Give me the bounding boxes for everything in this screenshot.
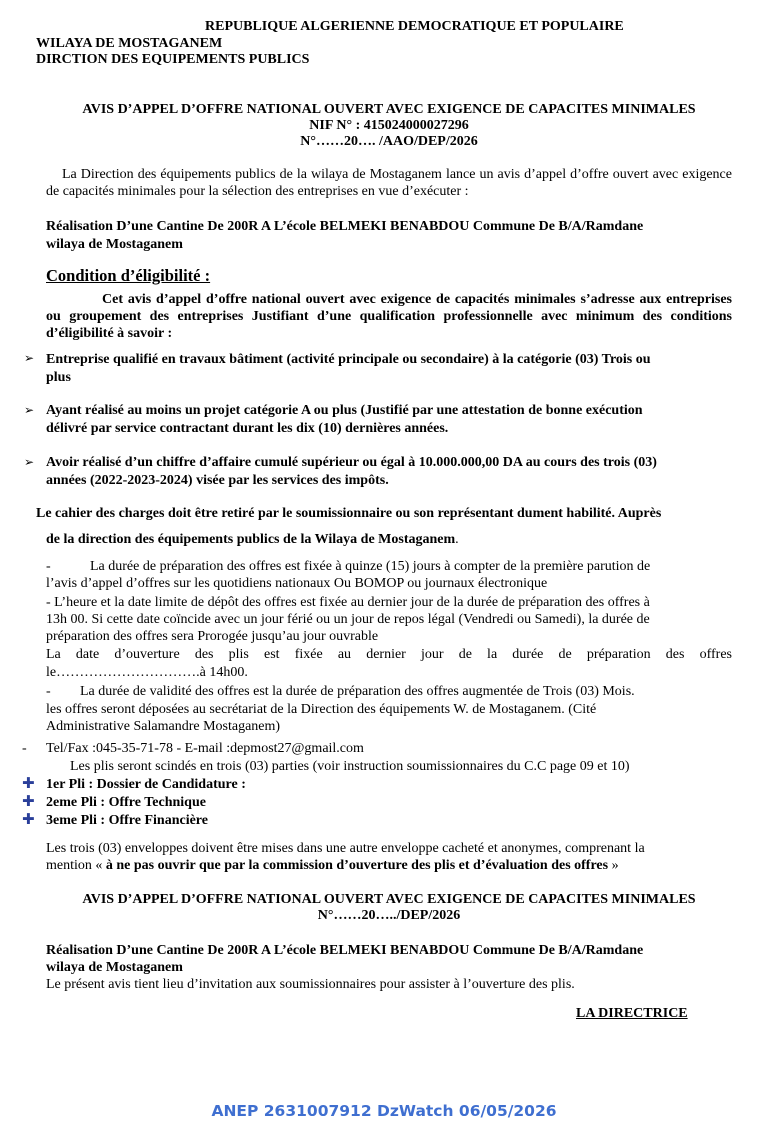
eligibility-heading: Condition d’éligibilité : <box>46 266 211 285</box>
arrow-right-icon: ➢ <box>24 351 35 365</box>
eligibility-item-2-line-1: Ayant réalisé au moins un projet catégorie A ou plus (Justifié par une attestation de bonne exécution <box>46 403 643 418</box>
intro-paragraph: La Direction des équipements publics de la wilaya de Mostaganem lance un avis d’appel d’offre ouvert avec exigence de capacités minimales pour la sélection des entreprises en vue d’exécuter : <box>46 167 732 199</box>
enveloppe-mention-end: » <box>608 858 619 873</box>
depot-line-1: - L’heure et la date limite de dépôt des offres est fixée au dernier jour de la durée de préparation des offres à <box>46 595 650 610</box>
second-notice-title: AVIS D’APPEL D’OFFRE NATIONAL OUVERT AVEC EXIGENCE DE CAPACITES MINIMALES <box>82 892 696 907</box>
eligibility-item-3-line-2: années (2022-2023-2024) visée par les services des impôts. <box>46 473 389 488</box>
cross-plus-icon: ✚ <box>22 774 35 792</box>
eligibility-item-2-line-2: délivré par service contractant durant les dix (10) dernières années. <box>46 421 449 436</box>
anep-footer: ANEP 2631007912 DzWatch 06/05/2026 <box>211 1102 557 1120</box>
tel-dash: - <box>22 741 27 756</box>
direction-header: DIRCTION DES EQUIPEMENTS PUBLICS <box>36 52 310 67</box>
plis-line: Les plis seront scindés en trois (03) parties (voir instruction soumissionnaires du C.C page 09 et 10) <box>70 759 630 774</box>
depose-line-1: les offres seront déposées au secrétariat de la Direction des équipements W. de Mostaganem. (Cité <box>46 702 597 717</box>
validity-dash: - <box>46 684 51 699</box>
wilaya-header: WILAYA DE MOSTAGANEM <box>36 36 223 51</box>
pli-3: 3eme Pli : Offre Financière <box>46 813 208 828</box>
cross-plus-icon: ✚ <box>22 792 35 810</box>
validity-line: La durée de validité des offres est la durée de préparation des offres augmentée de Trois (03) Mois. <box>80 684 635 699</box>
cahier-line-1: Le cahier des charges doit être retiré par le soumissionnaire ou son représentant dument habilité. Auprès <box>36 506 662 521</box>
enveloppe-line-1: Les trois (03) enveloppes doivent être mises dans une autre enveloppe cacheté et anonymes, comprenant la <box>46 841 645 856</box>
nif-number: NIF N° : 415024000027296 <box>309 118 469 133</box>
cahier-line-2 <box>46 531 459 548</box>
depot-line-3: préparation des offres sera Prorogée jusqu’au jour ouvrable <box>46 629 379 644</box>
eligibility-lead: Cet avis d’appel d’offre national ouvert avec exigence de capacités minimales s’adresse aux entreprises ou groupement des entreprises Justifiant d’une qualification professionnelle avec minimum des conditions d’éligibilité à savoir : <box>46 292 732 341</box>
prep-dash: - <box>46 559 51 574</box>
prep-line-1: La durée de préparation des offres est fixée à quinze (15) jours à compter de la première parution de <box>90 559 651 574</box>
second-notice-number: N°……20…../DEP/2026 <box>317 908 461 923</box>
project-line-2: wilaya de Mostaganem <box>46 237 183 252</box>
cahier-line-2-text: de la direction des équipements publics de la Wilaya de Mostaganem <box>46 532 456 547</box>
notice-number: N°……20…. /AAO/DEP/2026 <box>300 134 478 149</box>
ouverture-line-1: La date d’ouverture des plis est fixée au dernier jour de la durée de préparation des offres <box>46 647 732 662</box>
arrow-right-icon: ➢ <box>24 455 35 469</box>
pli-2: 2eme Pli : Offre Technique <box>46 795 206 810</box>
enveloppe-mention-bold: à ne pas ouvrir que par la commission d’ouverture des plis et d’évaluation des offres <box>105 858 609 873</box>
second-project-line-1: Réalisation D’une Cantine De 200R A L’école BELMEKI BENABDOU Commune De B/A/Ramdane <box>46 943 644 958</box>
second-project-line-2: wilaya de Mostaganem <box>46 960 183 975</box>
prep-line-2: l’avis d’appel d’offres sur les quotidiens nationaux Ou BOMOP ou journaux électronique <box>46 576 548 591</box>
eligibility-item-3-line-1: Avoir réalisé d’un chiffre d’affaire cumulé supérieur ou égal à 10.000.000,00 DA au cours des trois (03) <box>46 455 657 470</box>
invitation-line: Le présent avis tient lieu d’invitation aux soumissionnaires pour assister à l’ouverture des plis. <box>46 977 575 992</box>
pli-1: 1er Pli : Dossier de Candidature : <box>46 777 246 792</box>
project-line-1: Réalisation D’une Cantine De 200R A L’école BELMEKI BENABDOU Commune De B/A/Ramdane <box>46 219 644 234</box>
cross-plus-icon: ✚ <box>22 810 35 828</box>
eligibility-item-1-line-1: Entreprise qualifié en travaux bâtiment (activité principale ou secondaire) à la catégorie (03) Trois ou <box>46 352 651 367</box>
depot-line-2: 13h 00. Si cette date coïncide avec un jour férié ou un jour de repos légal (Vendredi ou Samedi), la durée de <box>46 612 650 627</box>
signature: LA DIRECTRICE <box>576 1006 688 1021</box>
ouverture-line-2: le………………………….à 14h00. <box>46 665 248 680</box>
depose-line-2: Administrative Salamandre Mostaganem) <box>46 719 281 734</box>
enveloppe-line-2 <box>46 857 619 874</box>
cahier-line-2-end: . <box>455 532 459 547</box>
enveloppe-mention-start: mention « <box>46 858 106 873</box>
tel-email-line: Tel/Fax :045-35-71-78 - E-mail :depmost27@gmail.com <box>46 741 364 756</box>
eligibility-item-1-line-2: plus <box>46 370 71 385</box>
arrow-right-icon: ➢ <box>24 403 35 417</box>
republic-header: REPUBLIQUE ALGERIENNE DEMOCRATIQUE ET POPULAIRE <box>205 19 624 34</box>
notice-title: AVIS D’APPEL D’OFFRE NATIONAL OUVERT AVEC EXIGENCE DE CAPACITES MINIMALES <box>82 102 696 117</box>
